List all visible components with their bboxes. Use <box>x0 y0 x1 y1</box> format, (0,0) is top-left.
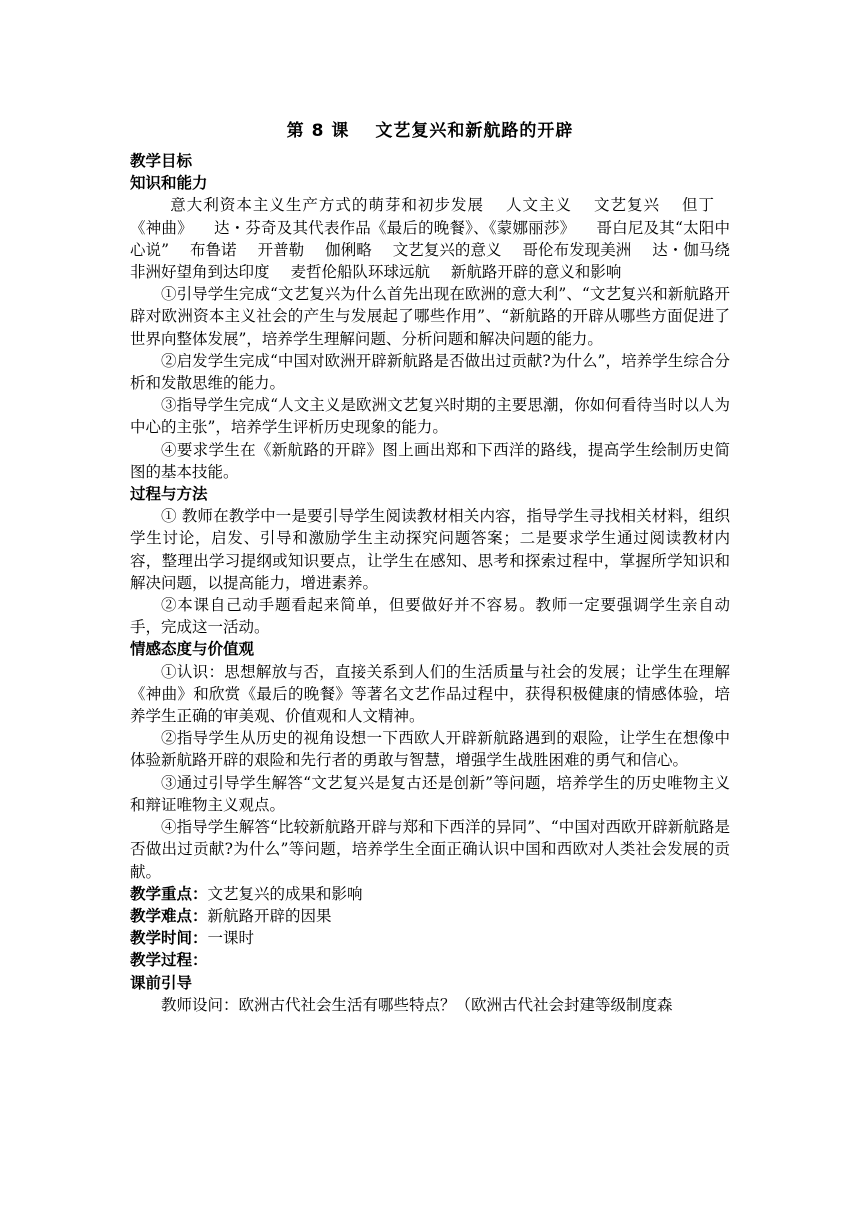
attitude-item: ③通过引导学生解答“文艺复兴是复古还是创新”等问题，培养学生的历史唯物主义和辩证唯物主义观点。 <box>130 773 730 814</box>
key-point-line <box>130 883 730 905</box>
keyword: 麦哲伦船队环球远航 <box>290 263 430 282</box>
keyword: 意大利资本主义生产方式的萌芽和初步发展 <box>170 196 484 215</box>
key-point-label: 教学重点： <box>130 884 208 903</box>
lesson-title <box>0 116 860 141</box>
keyword: 达・伽马绕非洲好望角到达印度 <box>130 240 730 282</box>
process-item: ②本课自己动手题看起来简单，但要做好并不容易。教师一定要强调学生亲自动手，完成这一活动。 <box>130 596 730 637</box>
process-item: ① 教师在教学中一是要引导学生阅读教材相关内容，指导学生寻找相关材料，组织学生讨论，启发、引导和激励学生主动探究问题答案；二是要求学生通过阅读教材内容，整理出学习提纲或知识要点，让学生在感知、思考和探索过程中，掌握所学知识和解决问题，以提高能力，增进素养。 <box>130 507 730 592</box>
keyword: 《神曲》 <box>130 218 193 237</box>
difficulty-value: 新航路开辟的因果 <box>207 906 332 925</box>
attitude-item: ②指导学生从历史的视角设想一下西欧人开辟新航路遇到的艰险，让学生在想像中体验新航路开辟的艰险和先行者的勇敢与智慧，增强学生战胜困难的勇气和信心。 <box>130 729 730 770</box>
keyword: 文艺复兴 <box>593 196 660 215</box>
knowledge-item: ②启发学生完成“中国对欧洲开辟新航路是否做出过贡献?为什么”，培养学生综合分析和发散思维的能力。 <box>130 351 730 393</box>
heading-teaching-process: 教学过程： <box>130 951 208 970</box>
heading-intro: 课前引导 <box>130 973 193 992</box>
heading-attitude: 情感态度与价值观 <box>130 640 255 659</box>
attitude-item: ①认识：思想解放与否，直接关系到人们的生活质量与社会的发展；让学生在理解《神曲》和欣赏《最后的晚餐》等著名文艺作品过程中，获得积极健康的情感体验，培养学生正确的审美观、价值观和人文精神。 <box>130 662 730 726</box>
knowledge-item: ④要求学生在《新航路的开辟》图上画出郑和下西洋的路线，提高学生绘制历史简图的基本技能。 <box>130 440 730 481</box>
lesson-number: 第 8 课 <box>286 121 350 141</box>
attitude-item: ④指导学生解答“比较新航路开辟与郑和下西洋的异同”、“中国对西欧开辟新航路是否做出过贡献?为什么”等问题，培养学生全面正确认识中国和西欧对人类社会发展的贡献。 <box>130 818 730 881</box>
heading-teaching-goals: 教学目标 <box>130 152 193 170</box>
keyword: 布鲁诺 <box>189 240 237 259</box>
heading-knowledge: 知识和能力 <box>130 174 208 193</box>
time-label: 教学时间： <box>130 929 208 948</box>
keyword: 新航路开辟的意义和影响 <box>450 263 622 282</box>
difficulty-line <box>130 905 730 927</box>
knowledge-item: ③指导学生完成“人文主义是欧洲文艺复兴时期的主要思潮，你如何看待当时以人为中心的主张”，培养学生评析历史现象的能力。 <box>130 396 730 437</box>
difficulty-label: 教学难点： <box>130 906 208 925</box>
keyword: 哥白尼及其“太阳中心说” <box>130 218 730 259</box>
keywords-paragraph <box>130 194 730 283</box>
keyword: 达・芬奇及其代表作品《最后的晚餐》、《蒙娜丽莎》 <box>213 218 576 237</box>
keyword: 开普勒 <box>257 240 305 259</box>
intro-text: 教师设问：欧洲古代社会生活有哪些特点？（欧洲古代社会封建等级制度森 <box>161 995 673 1014</box>
time-value: 一课时 <box>207 929 255 948</box>
key-point-value: 文艺复兴的成果和影响 <box>207 884 363 903</box>
keyword: 人文主义 <box>505 196 572 215</box>
keyword: 但丁 <box>681 196 714 215</box>
keyword: 文艺复兴的意义 <box>392 240 502 259</box>
lesson-content <box>130 150 730 1016</box>
keyword: 哥伦布发现美洲 <box>522 240 632 259</box>
lesson-name: 文艺复兴和新航路的开辟 <box>375 121 574 141</box>
time-line <box>130 927 730 949</box>
keyword: 伽俐略 <box>325 240 372 259</box>
knowledge-item: ①引导学生完成“文艺复兴为什么首先出现在欧洲的意大利”、“文艺复兴和新航路开辟对欧洲资本主义社会的产生与发展起了哪些作用”、“新航路的开辟从哪些方面促进了世界向整体发展”，培养学生理解问题、分析问题和解决问题的能力。 <box>130 285 730 348</box>
heading-process: 过程与方法 <box>130 485 208 504</box>
